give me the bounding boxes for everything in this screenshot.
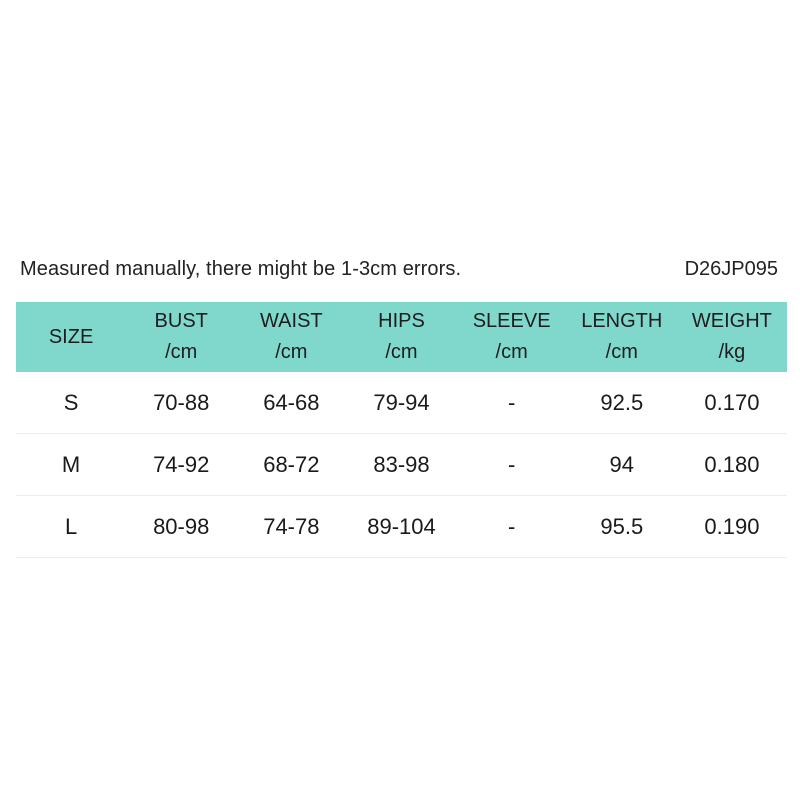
header-label: WAIST [260, 310, 323, 332]
header-unit: /cm [275, 341, 308, 363]
header-length [567, 302, 677, 372]
cell-bust: 74-92 [153, 451, 210, 477]
cell-hips: 79-94 [373, 389, 430, 415]
cell-size: L [64, 513, 78, 539]
header-hips [346, 302, 456, 372]
header-unit: /cm [605, 341, 638, 363]
size-chart-table [16, 302, 787, 558]
measurement-note: Measured manually, there might be 1-3cm errors. [20, 258, 462, 280]
header-unit: /cm [385, 341, 418, 363]
cell-length: 94 [609, 451, 635, 477]
cell-size: S [63, 389, 79, 415]
cell-sleeve: - [507, 389, 516, 415]
cell-waist: 68-72 [263, 451, 320, 477]
table-row [16, 434, 787, 496]
cell-hips: 89-104 [367, 513, 436, 539]
header-size [16, 302, 126, 372]
cell-weight: 0.180 [704, 451, 760, 477]
cell-sleeve: - [507, 513, 516, 539]
cell-waist: 64-68 [263, 389, 320, 415]
cell-weight: 0.190 [704, 513, 760, 539]
cell-bust: 80-98 [153, 513, 210, 539]
header-label: BUST [154, 310, 208, 332]
cell-hips: 83-98 [373, 451, 430, 477]
header-unit: /cm [165, 341, 198, 363]
table-header [16, 302, 787, 372]
cell-length: 95.5 [600, 513, 644, 539]
header-unit: /cm [495, 341, 528, 363]
table-row [16, 496, 787, 558]
cell-sleeve: - [507, 451, 516, 477]
header-label: HIPS [378, 310, 425, 332]
header-unit: /kg [718, 341, 746, 363]
cell-waist: 74-78 [263, 513, 320, 539]
cell-length: 92.5 [600, 389, 644, 415]
header-bust [126, 302, 236, 372]
cell-bust: 70-88 [153, 389, 210, 415]
header-label: SLEEVE [472, 310, 551, 332]
product-code: D26JP095 [684, 258, 778, 280]
header-sleeve [457, 302, 567, 372]
table-row [16, 372, 787, 434]
header-weight [677, 302, 787, 372]
header-label: WEIGHT [691, 310, 772, 332]
header-label: LENGTH [581, 310, 663, 332]
cell-size: M [61, 451, 81, 477]
cell-weight: 0.170 [704, 389, 760, 415]
header-label: SIZE [48, 325, 94, 348]
header-waist [236, 302, 346, 372]
